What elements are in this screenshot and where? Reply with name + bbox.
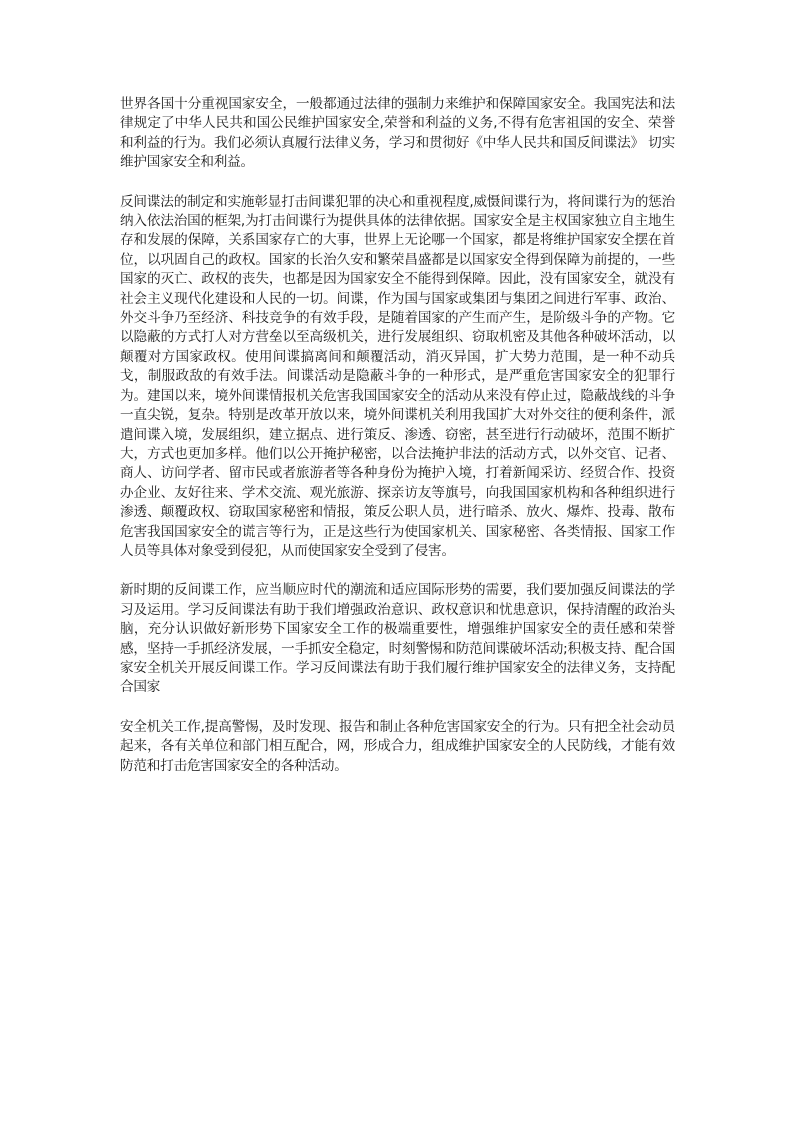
document-body: [120, 95, 675, 776]
paragraph-counter-espionage-law: 反间谍法的制定和实施彰显打击间谍犯罪的决心和重视程度,威慑间谍行为，将间谍行为的惩治纳入依法治国的框架,为打击间谍行为提供具体的法律依据。国家安全是主权国家独立自主地生存和发展的保障，关系国家存亡的大事，世界上无论哪一个国家，都是将维护国家安全摆在首位，以巩固自己的政权。国家的长治久安和繁荣昌盛都是以国家安全得到保障为前提的，一些国家的灭亡、政权的丧失，也都是因为国家安全不能得到保障。因此，没有国家安全，就没有社会主义现代化建设和人民的一切。间谍，作为国与国家或集团与集团之间进行军事、政治、外交斗争乃至经济、科技竞争的有效手段，是随着国家的产生而产生，是阶级斗争的产物。它以隐蔽的方式打人对方营垒以至高级机关，进行发展组织、窃取机密及其他各种破坏活动，以颠覆对方国家政权。使用间谍搞离间和颠覆活动，消灭异国，扩大势力范围，是一种不动兵戈，制服政敌的有效手法。间谍活动是隐蔽斗争的一种形式，是严重危害国家安全的犯罪行为。建国以来，境外间谍情报机关危害我国国家安全的活动从来没有停止过，隐蔽战线的斗争一直尖锐，复杂。特别是改革开放以来，境外间谍机关利用我国扩大对外交往的便利条件，派遣间谍入境，发展组织，建立据点、进行策反、渗透、窃密，甚至进行行动破坏，范围不断扩大，方式也更加多样。他们以公开掩护秘密，以合法掩护非法的活动方式，以外交官、记者、商人、访问学者、留市民或者旅游者等各种身份为掩护入境，打着新闻采访、经贸合作、投资办企业、友好往来、学术交流、观光旅游、探亲访友等旗号，向我国国家机构和各种组织进行渗透、颠覆政权、窃取国家秘密和情报，策反公职人员，进行暗杀、放火、爆炸、投毒、散布危害我国国家安全的谎言等行为，正是这些行为使国家机关、国家秘密、各类情报、国家工作人员等具体对象受到侵犯，从而使国家安全受到了侵害。: [120, 193, 675, 559]
paragraph-security-organs: 安全机关工作,提高警惕，及时发现、报告和制止各种危害国家安全的行为。只有把全社会动员起来，各有关单位和部门相互配合，网，形成合力，组成维护国家安全的人民防线，才能有效防范和打击危害国家安全的各种活动。: [120, 718, 675, 774]
paragraph-new-era-work: 新时期的反间谍工作，应当顺应时代的潮流和适应国际形势的需要，我们要加强反间谍法的学习及运用。学习反间谍法有助于我们增强政治意识、政权意识和忧患意识，保持清醒的政治头脑，充分认识做好新形势下国家安全工作的极端重要性，增强维护国家安全的责任感和荣誉感，坚持一手抓经济发展，一手抓安全稳定，时刻警惕和防范间谍破坏活动;积极支持、配合国家安全机关开展反间谍工作。学习反间谍法有助于我们履行维护国家安全的法律义务，支持配合国家: [120, 582, 675, 696]
paragraph-national-security-law: 世界各国十分重视国家安全，一般都通过法律的强制力来维护和保障国家安全。我国宪法和法律规定了中华人民共和国公民维护国家安全,荣誉和利益的义务,不得有危害祖国的安全、荣誉和利益的行为。我们必须认真履行法律义务，学习和贯彻好《中华人民共和国反间谍法》 切实维护国家安全和利益。: [120, 96, 675, 171]
